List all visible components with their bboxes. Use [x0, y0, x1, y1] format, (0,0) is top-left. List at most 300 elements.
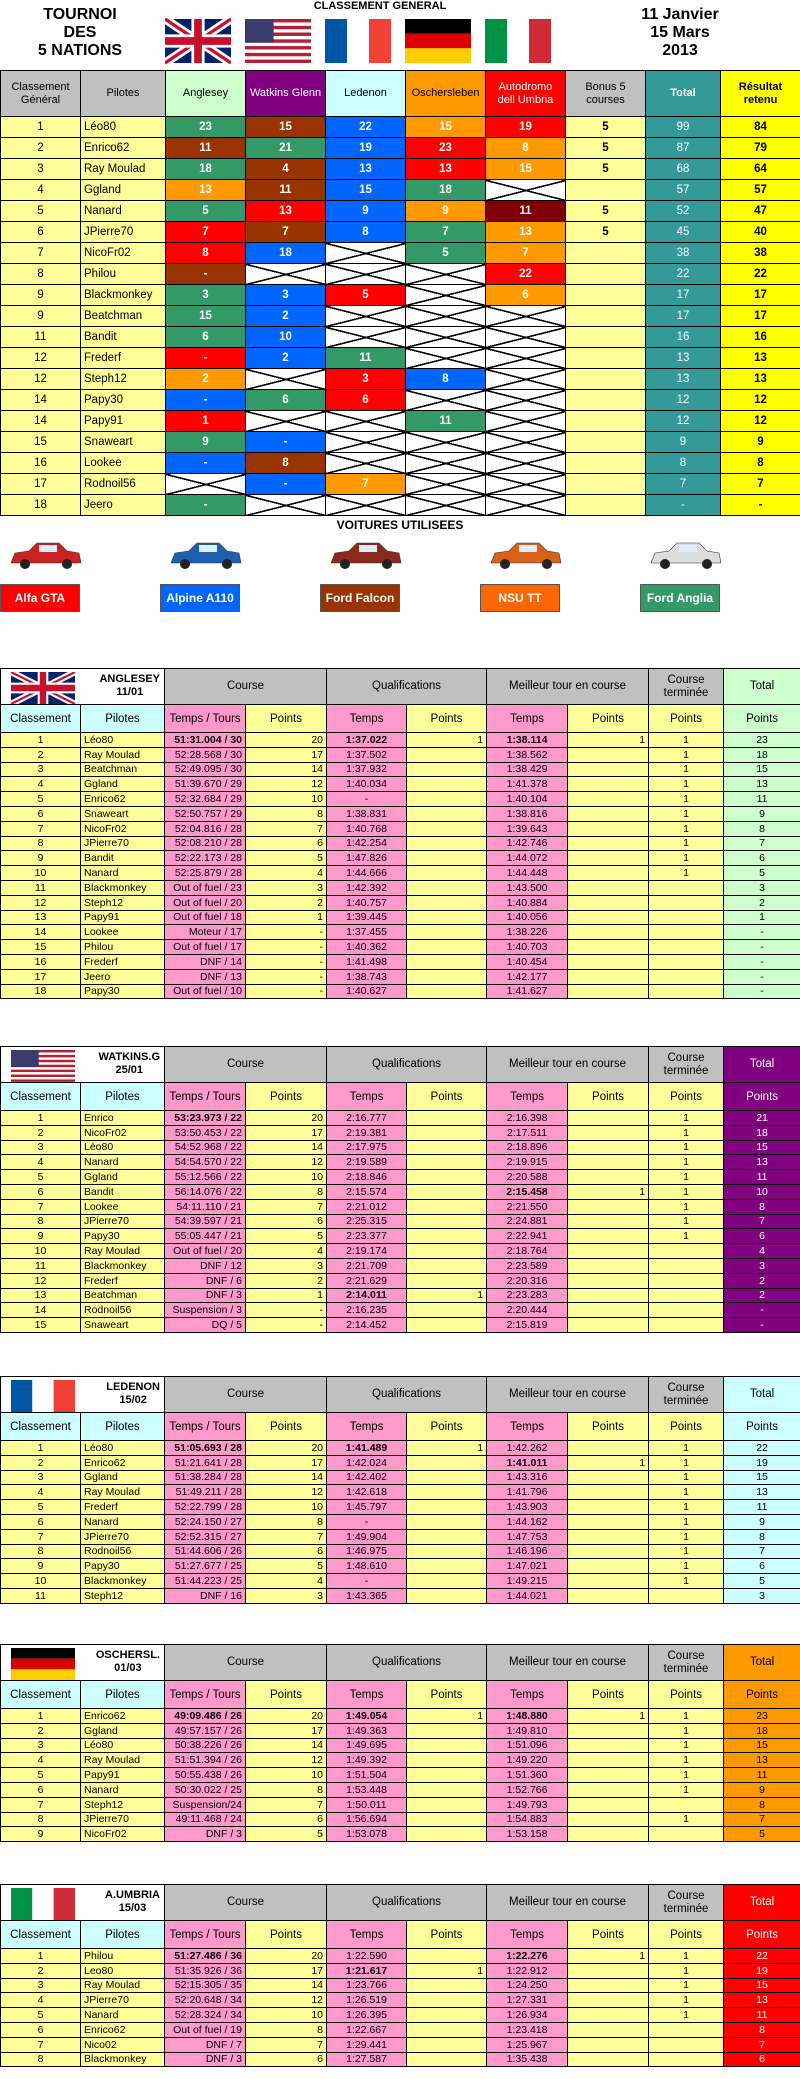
pilot-cell: Papy91: [81, 411, 166, 432]
race-circuit: WATKINS.G: [98, 1051, 160, 1063]
best-lap-cell: 1:49.793: [487, 1797, 568, 1812]
total-cell: 13: [724, 1753, 800, 1768]
date-range: [560, 0, 800, 70]
best-lap-cell: 2:24.881: [487, 1214, 568, 1229]
rank-cell: 1: [1, 1949, 81, 1964]
temps-tours-header: Temps / Tours: [165, 1413, 246, 1441]
finished-cell: 1: [649, 1812, 724, 1827]
rank-cell: 16: [1, 453, 81, 474]
finished-cell: [649, 1827, 724, 1842]
pilot-cell: Philou: [81, 264, 166, 285]
finished-cell: 1: [649, 1544, 724, 1559]
race-row: [1, 1753, 800, 1768]
bonus-cell: [566, 243, 646, 264]
race-header-row: [1, 669, 800, 705]
germany-flag-icon: [405, 16, 471, 66]
race-header-row: [1, 1047, 800, 1083]
qualif-time-cell: 2:21.012: [327, 1199, 407, 1214]
total-header: Total: [724, 1047, 800, 1083]
bonus-cell: [566, 453, 646, 474]
best-lap-cell: 2:17.511: [487, 1125, 568, 1140]
best-lap-points-cell: [568, 1827, 649, 1842]
total-cell: 12: [646, 411, 721, 432]
points-header: Points: [246, 1083, 327, 1111]
rank-cell: 2: [1, 747, 81, 762]
pilot-cell: Léo80: [81, 1441, 165, 1456]
race-points-cell: 4: [246, 1574, 327, 1589]
finished-cell: 1: [649, 836, 724, 851]
race-points-cell: -: [166, 348, 246, 369]
best-lap-cell: 2:20.444: [487, 1303, 568, 1318]
race-points-cell: 5: [246, 1827, 327, 1842]
time-laps-cell: 51:05.693 / 28: [165, 1441, 246, 1456]
total-cell: 8: [724, 1797, 800, 1812]
time-laps-cell: 52:22.799 / 28: [165, 1500, 246, 1515]
pilot-cell: Rodnoil56: [81, 474, 166, 495]
time-laps-cell: 52:04.816 / 28: [165, 821, 246, 836]
points-header: Points: [724, 1681, 800, 1709]
best-lap-header: Meilleur tour en course: [487, 1645, 649, 1681]
finished-cell: [649, 2037, 724, 2052]
total-cell: 13: [646, 348, 721, 369]
qualif-time-cell: 1:40.757: [327, 895, 407, 910]
race-points-cell: 6: [246, 1812, 327, 1827]
col-classement: Classement Général: [1, 71, 81, 117]
time-laps-cell: 56:14.076 / 22: [165, 1184, 246, 1199]
time-laps-cell: 52:25.879 / 28: [165, 866, 246, 881]
qualif-points-cell: [407, 1797, 487, 1812]
best-lap-points-cell: 1: [568, 1949, 649, 1964]
qualif-time-cell: 1:40.362: [327, 940, 407, 955]
finished-header: Course terminée: [649, 669, 724, 705]
qualif-time-cell: 2:21.629: [327, 1273, 407, 1288]
race-points-cell: [406, 432, 486, 453]
pilot-cell: Bandit: [81, 1184, 165, 1199]
pilot-cell: JPierre70: [81, 836, 165, 851]
retenu-cell: 13: [721, 369, 800, 390]
race-row: [1, 1797, 800, 1812]
pilot-cell: NicoFr02: [81, 1827, 165, 1842]
italy-flag-icon: [485, 16, 551, 66]
race-points-cell: 2: [166, 369, 246, 390]
pilotes-header: Pilotes: [81, 1921, 165, 1949]
france-flag-icon: [6, 1380, 80, 1412]
best-lap-points-cell: [568, 984, 649, 999]
race-points-cell: 22: [326, 117, 406, 138]
pilot-cell: JPierre70: [81, 1529, 165, 1544]
pilot-cell: Papy91: [81, 910, 165, 925]
rank-cell: 2: [1, 1125, 81, 1140]
race-points-cell: 8: [246, 453, 326, 474]
race-row: [1, 1229, 800, 1244]
race-points-cell: [486, 453, 566, 474]
best-lap-points-cell: [568, 2052, 649, 2067]
bonus-cell: [566, 348, 646, 369]
best-lap-points-cell: [568, 910, 649, 925]
best-lap-points-cell: [568, 880, 649, 895]
time-laps-cell: 53:50.453 / 22: [165, 1125, 246, 1140]
time-laps-cell: 51:44.223 / 25: [165, 1574, 246, 1589]
race-points-cell: 7: [246, 1529, 327, 1544]
best-lap-cell: 1:39.643: [487, 821, 568, 836]
best-lap-cell: 1:42.746: [487, 836, 568, 851]
finished-cell: [649, 1797, 724, 1812]
points-header: Points: [407, 705, 487, 733]
race-row: [1, 1125, 800, 1140]
points-header: Points: [649, 705, 724, 733]
finished-cell: [649, 954, 724, 969]
bonus-cell: 5: [566, 159, 646, 180]
rank-cell: 7: [1, 1529, 81, 1544]
race-points-cell: 8: [326, 222, 406, 243]
pilot-cell: Jeero: [81, 495, 166, 516]
year: 2013: [662, 42, 698, 59]
rank-cell: 4: [1, 1753, 81, 1768]
pilot-cell: Nanard: [81, 2008, 165, 2023]
finished-cell: [649, 895, 724, 910]
total-cell: 15: [724, 1470, 800, 1485]
finished-cell: 1: [649, 1978, 724, 1993]
race-subheader-row: [1, 1681, 800, 1709]
points-header: Points: [724, 1083, 800, 1111]
best-lap-cell: 1:26.934: [487, 2008, 568, 2023]
time-laps-cell: DNF / 13: [165, 969, 246, 984]
rank-cell: 3: [1, 1978, 81, 1993]
qualif-points-cell: 1: [407, 1963, 487, 1978]
race-points-cell: 5: [326, 285, 406, 306]
race-points-cell: 12: [246, 777, 327, 792]
rank-cell: 6: [1, 1782, 81, 1797]
pilot-cell: Nanard: [81, 1514, 165, 1529]
uk-flag-icon: [165, 16, 231, 66]
qualif-points-cell: [407, 851, 487, 866]
pilot-cell: Blackmonkey: [81, 2052, 165, 2067]
total-cell: 3: [724, 1588, 800, 1603]
pilot-cell: Ray Moulad: [81, 1485, 165, 1500]
points-header: Points: [649, 1413, 724, 1441]
finished-cell: 1: [649, 851, 724, 866]
time-laps-cell: Out of fuel / 20: [165, 1244, 246, 1259]
best-lap-points-cell: [568, 1978, 649, 1993]
col-retenu: Résultat retenu: [721, 71, 800, 117]
race-points-cell: [406, 495, 486, 516]
rank-cell: 10: [1, 866, 81, 881]
race-points-cell: [326, 495, 406, 516]
race-row: [1, 1963, 800, 1978]
race-points-cell: 8: [246, 1782, 327, 1797]
bonus-cell: [566, 390, 646, 411]
general-ranking-title: CLASSEMENT GENERAL: [313, 0, 447, 12]
time-laps-cell: DNF / 3: [165, 1288, 246, 1303]
qualif-time-cell: 1:40.034: [327, 777, 407, 792]
qualif-points-cell: [407, 1140, 487, 1155]
pilot-cell: Snaweart: [81, 432, 166, 453]
qualif-time-cell: 1:37.932: [327, 762, 407, 777]
qualif-points-cell: [407, 895, 487, 910]
time-laps-cell: 51:27.486 / 36: [165, 1949, 246, 1964]
pilot-cell: Steph12: [81, 1588, 165, 1603]
pilot-cell: Blackmonkey: [81, 285, 166, 306]
race-points-cell: 5: [246, 851, 327, 866]
qualif-time-cell: 1:48.610: [327, 1559, 407, 1574]
race-points-cell: [486, 390, 566, 411]
race-points-cell: 9: [406, 201, 486, 222]
total-cell: 13: [724, 777, 800, 792]
best-lap-cell: 1:23.418: [487, 2022, 568, 2037]
race-points-cell: -: [166, 264, 246, 285]
qualif-points-cell: [407, 1559, 487, 1574]
bonus-cell: [566, 285, 646, 306]
finished-cell: 1: [649, 1214, 724, 1229]
qualif-points-cell: [407, 1812, 487, 1827]
total-cell: 17: [646, 285, 721, 306]
finished-cell: [649, 2052, 724, 2067]
pilot-cell: Nanard: [81, 1782, 165, 1797]
retenu-cell: 17: [721, 285, 800, 306]
total-cell: -: [724, 1318, 800, 1333]
best-lap-points-cell: [568, 2022, 649, 2037]
race-row: [1, 1827, 800, 1842]
race-points-cell: 6: [326, 390, 406, 411]
qualif-time-cell: 2:19.589: [327, 1155, 407, 1170]
classement-header: Classement: [1, 705, 81, 733]
qualif-time-cell: 2:15.574: [327, 1184, 407, 1199]
best-lap-points-cell: [568, 1500, 649, 1515]
finished-cell: 1: [649, 1485, 724, 1500]
time-laps-cell: 52:49.095 / 30: [165, 762, 246, 777]
finished-cell: 1: [649, 1500, 724, 1515]
pilot-cell: Jeero: [81, 969, 165, 984]
course-header: Course: [165, 1377, 327, 1413]
time-laps-cell: DNF / 16: [165, 1588, 246, 1603]
race-row: [1, 1559, 800, 1574]
rank-cell: 5: [1, 1170, 81, 1185]
total-header: Total: [724, 1885, 800, 1921]
qualif-time-cell: 1:27.587: [327, 2052, 407, 2067]
time-laps-cell: 52:50.757 / 29: [165, 806, 246, 821]
pilot-cell: Frederf: [81, 1500, 165, 1515]
rank-cell: 13: [1, 910, 81, 925]
best-lap-points-cell: [568, 1441, 649, 1456]
race-subheader-row: [1, 1921, 800, 1949]
best-lap-header: Meilleur tour en course: [487, 669, 649, 705]
time-laps-cell: 50:30.022 / 25: [165, 1782, 246, 1797]
car-label: NSU TT: [480, 584, 560, 612]
race-points-cell: [246, 411, 326, 432]
race-row: [1, 1500, 800, 1515]
race-row: [1, 2052, 800, 2067]
finished-cell: 1: [649, 747, 724, 762]
title-line-3: 5 NATIONS: [37, 42, 123, 59]
pilot-cell: Enrico62: [81, 2022, 165, 2037]
finished-cell: 1: [649, 821, 724, 836]
qualif-points-cell: [407, 1768, 487, 1783]
race-row: [1, 1318, 800, 1333]
pilot-cell: Papy91: [81, 1768, 165, 1783]
best-lap-points-cell: [568, 1559, 649, 1574]
qualif-time-cell: 1:49.904: [327, 1529, 407, 1544]
total-cell: 8: [724, 821, 800, 836]
race-table: [0, 1376, 800, 1604]
total-cell: 23: [724, 1709, 800, 1724]
pilot-cell: JPierre70: [81, 1993, 165, 2008]
pilot-cell: Ray Moulad: [81, 159, 166, 180]
best-lap-points-cell: 1: [568, 1184, 649, 1199]
qualif-points-cell: [407, 880, 487, 895]
pilot-cell: JPierre70: [81, 222, 166, 243]
qualif-time-cell: 1:42.024: [327, 1455, 407, 1470]
race-points-cell: 15: [246, 117, 326, 138]
best-lap-points-cell: [568, 1963, 649, 1978]
race-points-cell: 3: [246, 285, 326, 306]
qualif-points-cell: [407, 1753, 487, 1768]
race-row: [1, 910, 800, 925]
race-points-cell: 4: [246, 1244, 327, 1259]
best-lap-cell: 1:40.703: [487, 940, 568, 955]
rank-cell: 8: [1, 1544, 81, 1559]
total-cell: -: [724, 969, 800, 984]
best-lap-cell: 1:38.114: [487, 733, 568, 748]
rank-cell: 8: [1, 1812, 81, 1827]
time-laps-cell: 52:24.150 / 27: [165, 1514, 246, 1529]
qualif-points-cell: [407, 1470, 487, 1485]
pilot-cell: Steph12: [81, 369, 166, 390]
time-laps-cell: 51:38.284 / 28: [165, 1470, 246, 1485]
time-laps-cell: DNF / 12: [165, 1258, 246, 1273]
finished-cell: [649, 925, 724, 940]
finished-cell: 1: [649, 1782, 724, 1797]
race-points-cell: 20: [246, 1441, 327, 1456]
rank-cell: 5: [1, 1500, 81, 1515]
car-label: Alpine A110: [160, 584, 240, 612]
temps-header: Temps: [487, 1413, 568, 1441]
rank-cell: 9: [1, 1827, 81, 1842]
pilot-cell: Frederf: [81, 348, 166, 369]
qualif-time-cell: 1:44.666: [327, 866, 407, 881]
race-points-cell: 6: [486, 285, 566, 306]
race-points-cell: 5: [406, 243, 486, 264]
race-header-row: [1, 1645, 800, 1681]
race-points-cell: [326, 264, 406, 285]
finished-cell: [649, 1258, 724, 1273]
qualif-points-cell: [407, 2052, 487, 2067]
race-points-cell: 20: [246, 1111, 327, 1126]
classement-header: Classement: [1, 1413, 81, 1441]
race-points-cell: 13: [246, 201, 326, 222]
qualif-points-cell: [407, 1782, 487, 1797]
race-points-cell: -: [246, 1318, 327, 1333]
finished-cell: [649, 1244, 724, 1259]
time-laps-cell: Out of fuel / 23: [165, 880, 246, 895]
qualif-time-cell: 2:19.174: [327, 1244, 407, 1259]
race-row: [1, 1303, 800, 1318]
best-lap-cell: 2:22.941: [487, 1229, 568, 1244]
points-header: Points: [724, 705, 800, 733]
best-lap-points-cell: [568, 762, 649, 777]
time-laps-cell: 50:38.226 / 26: [165, 1738, 246, 1753]
race-title-cell: [1, 1645, 165, 1681]
best-lap-header: Meilleur tour en course: [487, 1885, 649, 1921]
time-laps-cell: 51:31.004 / 30: [165, 733, 246, 748]
best-lap-cell: 1:43.316: [487, 1470, 568, 1485]
best-lap-cell: 1:49.810: [487, 1723, 568, 1738]
general-row: [1, 243, 800, 264]
rank-cell: 2: [1, 138, 81, 159]
time-laps-cell: DNF / 6: [165, 1273, 246, 1288]
points-header: Points: [407, 1921, 487, 1949]
race-header-row: [1, 1377, 800, 1413]
race-row: [1, 1485, 800, 1500]
pilot-cell: NicoFr02: [81, 821, 165, 836]
pilot-cell: Ray Moulad: [81, 1978, 165, 1993]
temps-tours-header: Temps / Tours: [165, 705, 246, 733]
time-laps-cell: 53:23.973 / 22: [165, 1111, 246, 1126]
rank-cell: 9: [1, 285, 81, 306]
time-laps-cell: 55:05.447 / 21: [165, 1229, 246, 1244]
finished-cell: 1: [649, 1155, 724, 1170]
total-cell: 45: [646, 222, 721, 243]
best-lap-points-cell: [568, 1258, 649, 1273]
temps-header: Temps: [487, 1083, 568, 1111]
race-points-cell: 6: [246, 1214, 327, 1229]
total-cell: 38: [646, 243, 721, 264]
finished-cell: 1: [649, 1963, 724, 1978]
qualif-points-cell: [407, 1588, 487, 1603]
rank-cell: 1: [1, 117, 81, 138]
race-row: [1, 806, 800, 821]
pilot-cell: Papy30: [81, 390, 166, 411]
time-laps-cell: 51:44.606 / 26: [165, 1544, 246, 1559]
pilot-cell: Rodnoil56: [81, 1544, 165, 1559]
race-row: [1, 792, 800, 807]
best-lap-cell: 1:40.056: [487, 910, 568, 925]
pilot-cell: Ggland: [81, 1170, 165, 1185]
best-lap-cell: 1:54.883: [487, 1812, 568, 1827]
qualif-points-cell: 1: [407, 733, 487, 748]
race-points-cell: 11: [246, 180, 326, 201]
col-oschersleben: Oschersleben: [406, 71, 486, 117]
best-lap-cell: 1:44.021: [487, 1588, 568, 1603]
time-laps-cell: Out of fuel / 19: [165, 2022, 246, 2037]
qualif-time-cell: 1:50.011: [327, 1797, 407, 1812]
race-points-cell: 13: [326, 159, 406, 180]
race-row: [1, 851, 800, 866]
best-lap-points-cell: [568, 1812, 649, 1827]
rank-cell: 15: [1, 432, 81, 453]
rank-cell: 4: [1, 1155, 81, 1170]
best-lap-cell: 1:51.360: [487, 1768, 568, 1783]
time-laps-cell: 52:08.210 / 28: [165, 836, 246, 851]
total-cell: 3: [724, 1258, 800, 1273]
general-row: [1, 348, 800, 369]
qualif-points-cell: [407, 1738, 487, 1753]
pilot-cell: Blackmonkey: [81, 880, 165, 895]
qualif-points-cell: [407, 2037, 487, 2052]
race-subheader-row: [1, 1083, 800, 1111]
total-cell: 2: [724, 1273, 800, 1288]
course-header: Course: [165, 669, 327, 705]
race-points-cell: 10: [246, 792, 327, 807]
total-cell: 7: [724, 1812, 800, 1827]
qualif-points-cell: [407, 821, 487, 836]
qualif-points-cell: [407, 2022, 487, 2037]
temps-tours-header: Temps / Tours: [165, 1681, 246, 1709]
race-points-cell: 6: [166, 327, 246, 348]
pilot-cell: Ray Moulad: [81, 1244, 165, 1259]
qualif-points-cell: [407, 1514, 487, 1529]
race-points-cell: 6: [246, 1544, 327, 1559]
qualif-points-cell: [407, 910, 487, 925]
